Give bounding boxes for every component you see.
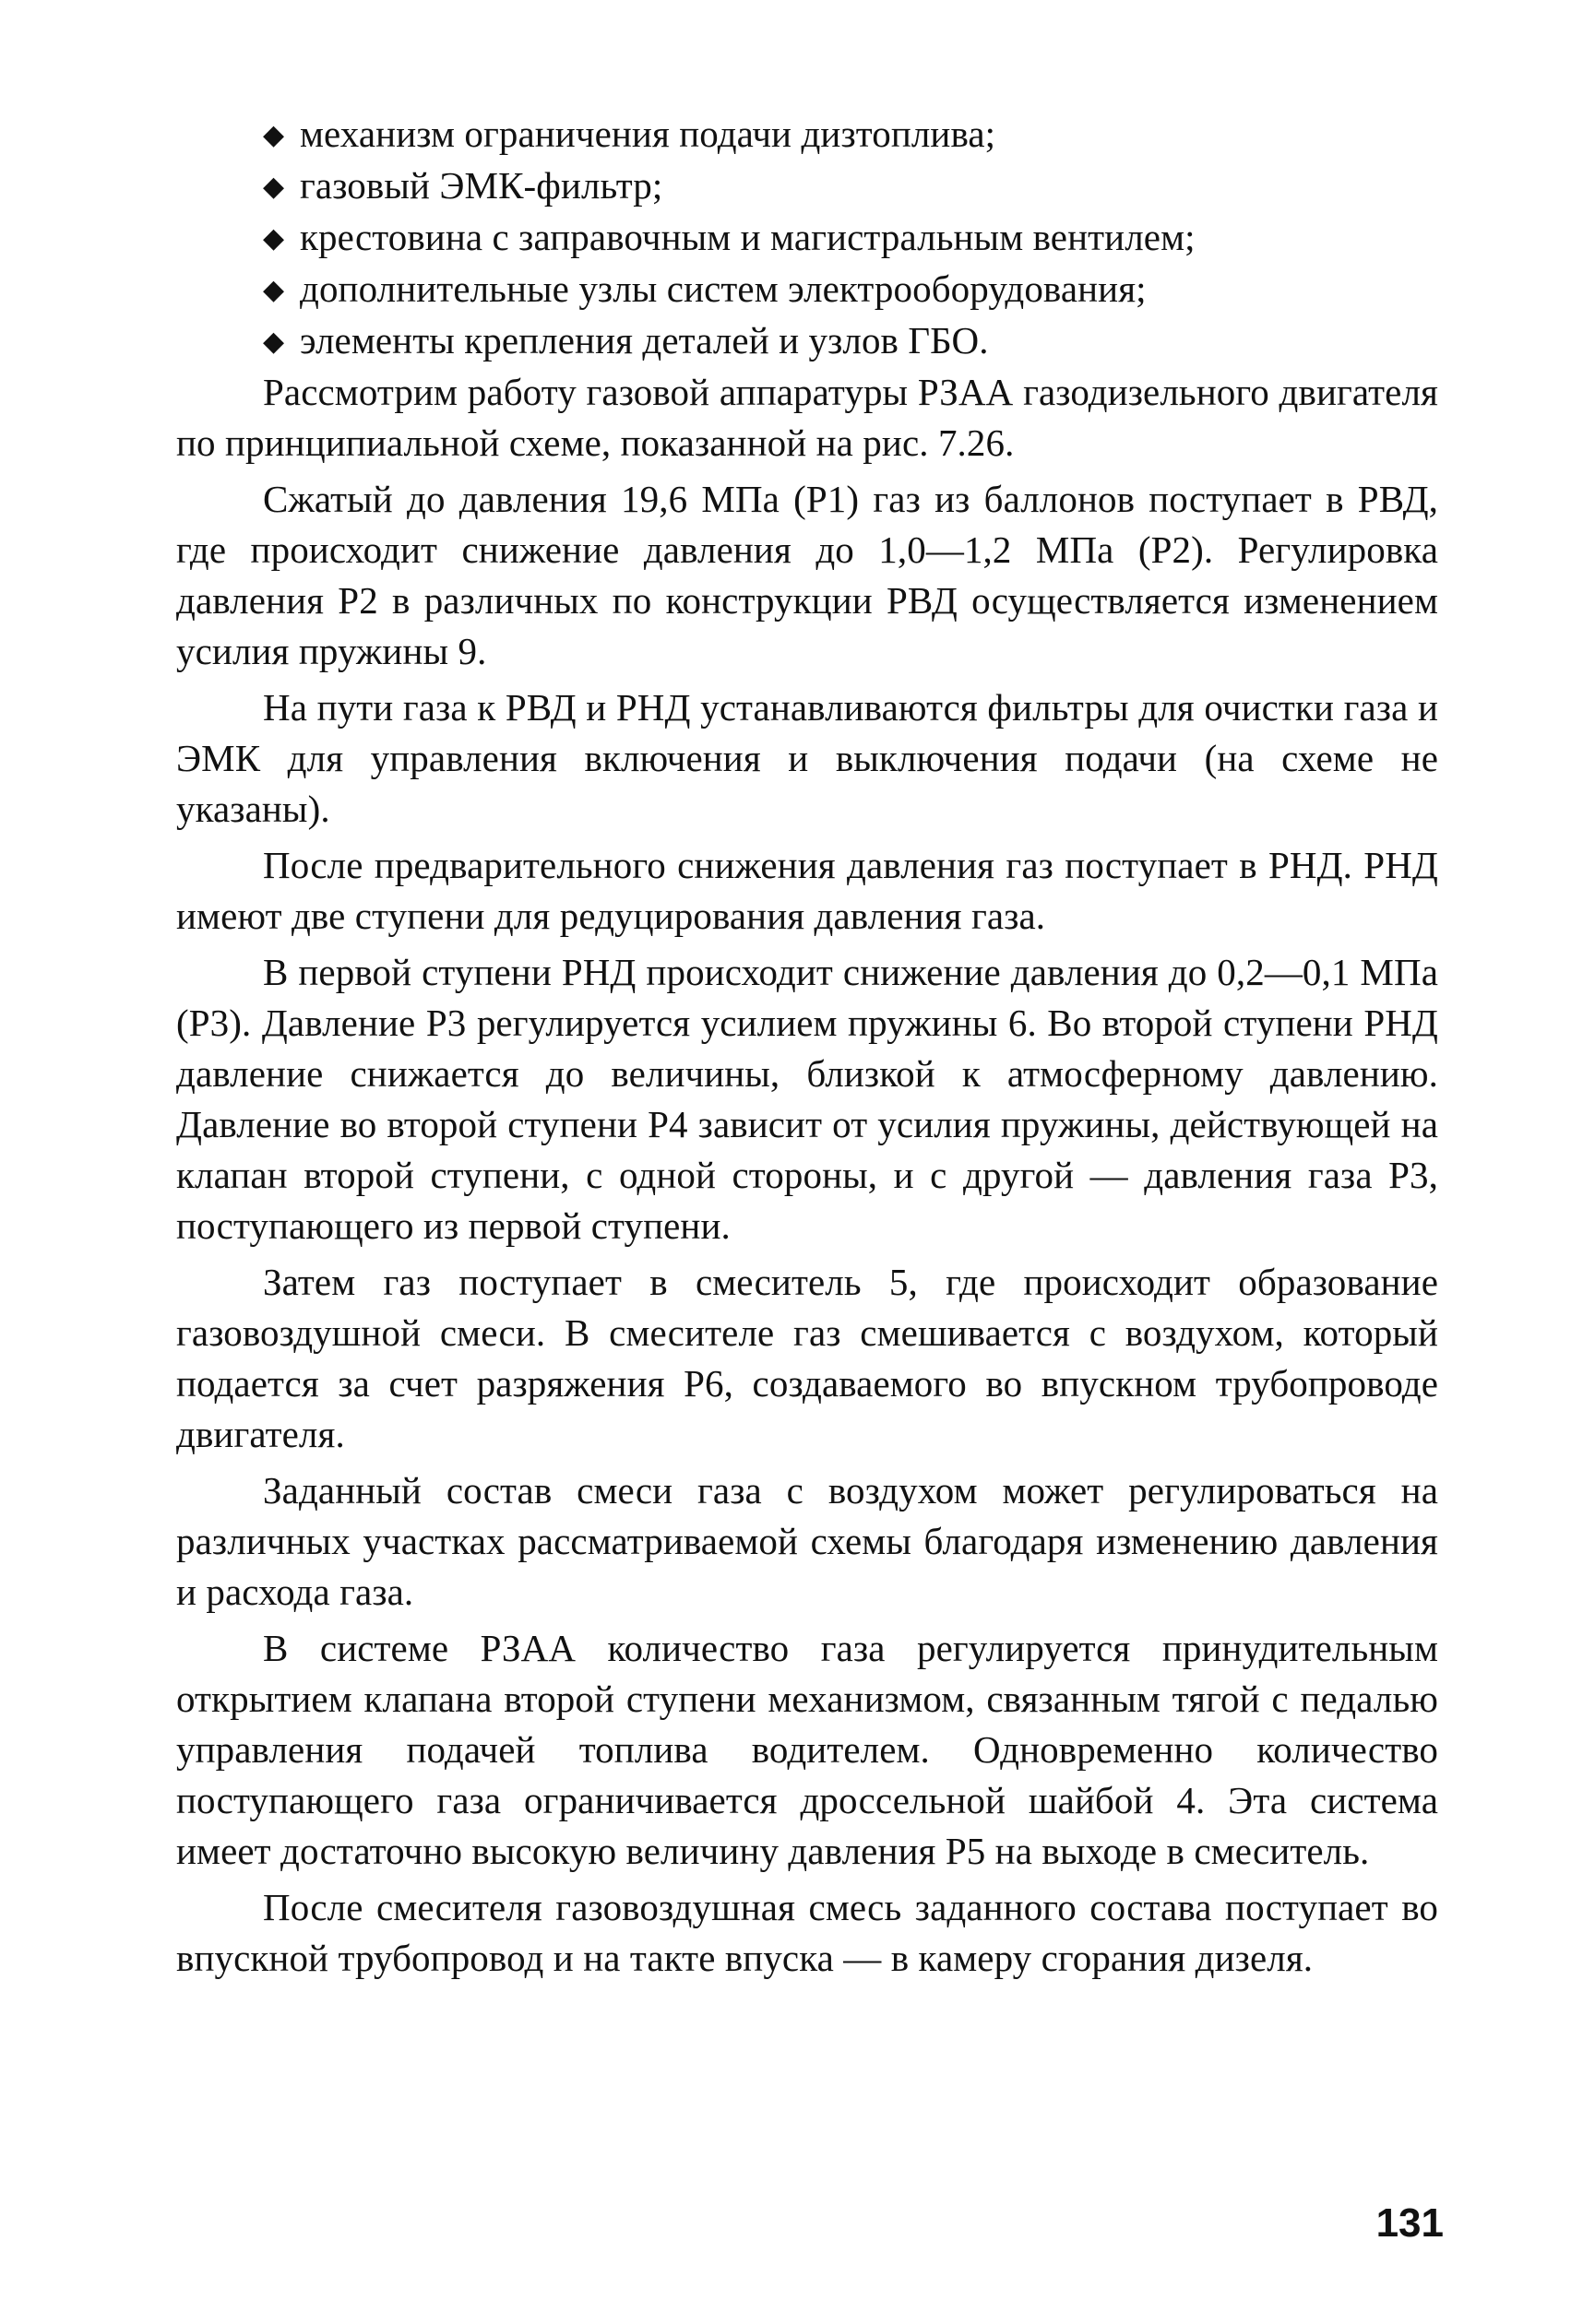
- list-item: [263, 109, 1438, 160]
- paragraph: Рассмотрим работу газовой аппаратуры РЗАА газодизельного двигателя по принципиальной схеме, показанной на рис. 7.26.: [176, 371, 1438, 464]
- list-item-text: дополнительные узлы систем электрооборудования;: [300, 267, 1147, 310]
- paragraph: Затем газ поступает в смеситель 5, где происходит образование газовоздушной смеси. В смесителе газ смешивается с воздухом, который подается за счет разряжения Р6, создаваемого во впускном трубопроводе двигателя.: [176, 1261, 1438, 1455]
- paragraph: В системе РЗАА количество газа регулируется принудительным открытием клапана второй ступени механизмом, связанным тягой с педалью управления подачей топлива водителем. Одновременно количество поступающего газа ограничивается дроссельной шайбой 4. Эта система имеет достаточно высокую величину давления Р5 на выходе в смеситель.: [176, 1627, 1438, 1872]
- paragraph: В первой ступени РНД происходит снижение давления до 0,2—0,1 МПа (Р3). Давление Р3 регулируется усилием пружины 6. Во второй ступени РНД давление снижается до величины, близкой к атмосферному давлению. Давление во второй ступени Р4 зависит от усилия пружины, действующей на клапан второй ступени, с одной стороны, и с другой — давления газа Р3, поступающего из первой ступени.: [176, 951, 1438, 1247]
- component-list: [263, 109, 1438, 367]
- diamond-bullet-icon: ◆: [263, 172, 285, 202]
- list-item-text: крестовина с заправочным и магистральным вентилем;: [300, 216, 1196, 258]
- list-item: [263, 160, 1438, 212]
- paragraph: После смесителя газовоздушная смесь заданного состава поступает во впускной трубопровод и на такте впуска — в камеру сгорания дизеля.: [176, 1886, 1438, 1979]
- diamond-bullet-icon: ◆: [263, 326, 285, 357]
- list-item-text: газовый ЭМК-фильтр;: [300, 164, 663, 207]
- list-item: [263, 264, 1438, 315]
- paragraph: После предварительного снижения давления газ поступает в РНД. РНД имеют две ступени для редуцирования давления газа.: [176, 844, 1438, 937]
- diamond-bullet-icon: ◆: [263, 223, 285, 254]
- list-item: [263, 315, 1438, 367]
- list-item-text: элементы крепления деталей и узлов ГБО.: [300, 319, 989, 362]
- page-number: 131: [1375, 2200, 1444, 2246]
- diamond-bullet-icon: ◆: [263, 275, 285, 305]
- paragraph: На пути газа к РВД и РНД устанавливаются фильтры для очистки газа и ЭМК для управления включения и выключения подачи (на схеме не указаны).: [176, 686, 1438, 830]
- paragraph: Заданный состав смеси газа с воздухом может регулироваться на различных участках рассматриваемой схемы благодаря изменению давления и расхода газа.: [176, 1469, 1438, 1613]
- page-body: [176, 109, 1438, 1989]
- list-item-text: механизм ограничения подачи дизтоплива;: [300, 113, 996, 155]
- list-item: [263, 212, 1438, 264]
- diamond-bullet-icon: ◆: [263, 120, 285, 150]
- paragraph: Сжатый до давления 19,6 МПа (Р1) газ из баллонов поступает в РВД, где происходит снижение давления до 1,0—1,2 МПа (Р2). Регулировка давления Р2 в различных по конструкции РВД осуществляется изменением усилия пружины 9.: [176, 478, 1438, 672]
